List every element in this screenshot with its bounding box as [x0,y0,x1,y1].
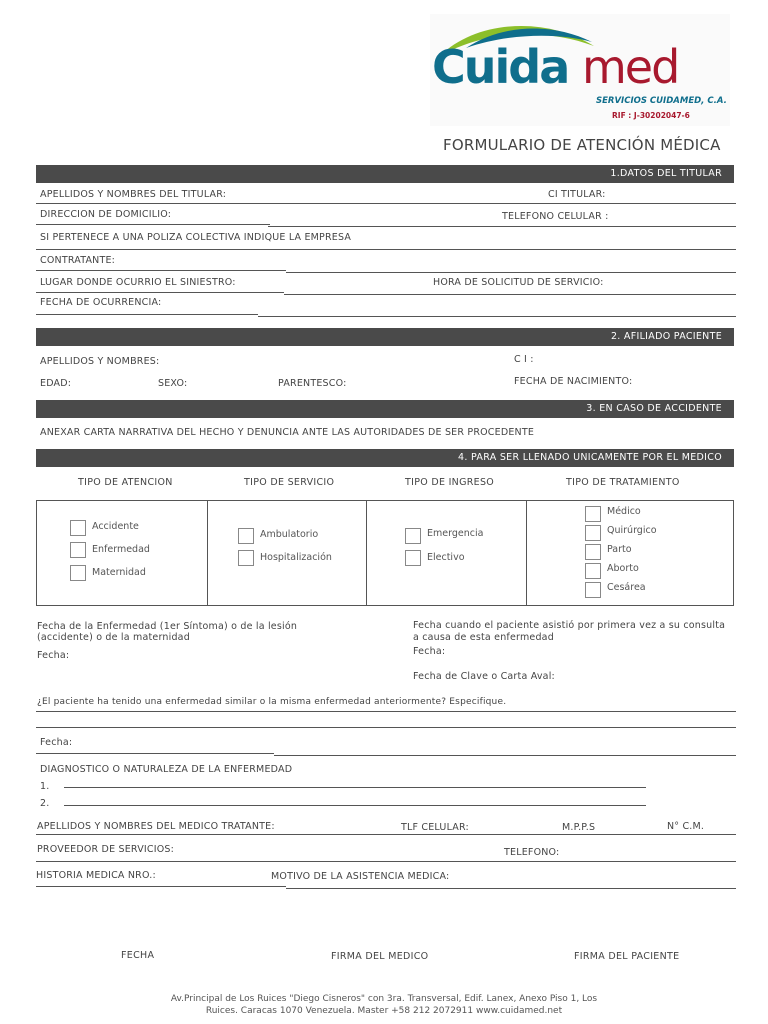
checkbox-medico[interactable] [585,506,601,522]
titular-ci-label: CI TITULAR: [548,189,606,200]
titular-name-label: APELLIDOS Y NOMBRES DEL TITULAR: [40,189,227,200]
option-emergencia: Emergencia [427,528,484,539]
section3-header: 3. EN CASO DE ACCIDENTE [36,400,734,418]
patient-sex-label: SEXO: [158,378,188,389]
checkbox-emergencia[interactable] [405,528,421,544]
visit-reason-label: MOTIVO DE LA ASISTENCIA MEDICA: [271,871,450,882]
checkbox-ambulatorio[interactable] [238,528,254,544]
patient-ci-label: C I : [514,354,534,365]
col-tipo-servicio: TIPO DE SERVICIO [244,477,335,488]
col-tipo-tratamiento: TIPO DE TRATAMIENTO [566,477,680,488]
logo-brand-part2: med [582,40,679,94]
footer-line-1: Av.Principal de Los Ruices "Diego Cisneros" con 3ra. Transversal, Edif. Lanex, Anexo Piso 1, Los [170,994,598,1004]
provider-label: PROVEEDOR DE SERVICIOS: [37,844,175,855]
option-accidente: Accidente [92,521,139,532]
table-divider-3 [526,500,527,606]
phone-label: TELEFONO CELULAR : [502,211,609,222]
policy-label: SI PERTENECE A UNA POLIZA COLECTIVA INDIQUE LA EMPRESA [40,232,352,243]
option-aborto: Aborto [607,563,639,574]
diagnosis-item-2: 2. [40,798,50,809]
section1-header: 1.DATOS DEL TITULAR [36,165,734,183]
table-top-line [36,500,734,501]
request-time-line[interactable] [284,294,736,295]
checkbox-maternidad[interactable] [70,565,86,581]
diagnosis-line-1[interactable] [64,787,646,788]
similar-illness-question: ¿El paciente ha tenido una enfermedad similar o la misma enfermedad anteriormente? Especifique. [37,697,507,707]
logo-brand-part1: Cuida [432,40,569,94]
occurrence-date-line-right[interactable] [258,316,736,317]
patient-relationship-label: PARENTESCO: [278,378,347,389]
checkbox-cesarea[interactable] [585,582,601,598]
policy-line[interactable] [36,249,736,250]
doctor-line[interactable] [36,834,736,835]
checkbox-enfermedad[interactable] [70,542,86,558]
illness-date-label: Fecha: [37,650,70,661]
logo [430,14,730,126]
footer-address [0,993,768,1017]
diagnosis-item-1: 1. [40,781,50,792]
first-visit-date-label: Fecha: [413,646,446,657]
titular-name-line[interactable] [36,203,736,204]
occurrence-date-label: FECHA DE OCURRENCIA: [40,297,162,308]
option-electivo: Electivo [427,552,465,563]
accident-note: ANEXAR CARTA NARRATIVA DEL HECHO Y DENUNCIA ANTE LAS AUTORIDADES DE SER PROCEDENTE [40,427,535,438]
similar-date-line-left[interactable] [36,753,274,754]
section2-header: 2. AFILIADO PACIENTE [36,328,734,346]
checkbox-quirurgico[interactable] [585,525,601,541]
provider-phone-label: TELEFONO: [504,847,560,858]
similar-illness-line-1[interactable] [36,711,736,712]
signature-patient-label: FIRMA DEL PACIENTE [574,951,680,962]
option-cesarea: Cesárea [607,582,646,593]
request-time-label: HORA DE SOLICITUD DE SERVICIO: [433,277,604,288]
checkbox-aborto[interactable] [585,563,601,579]
option-quirurgico: Quirúrgico [607,525,657,536]
option-medico: Médico [607,506,641,517]
occurrence-date-line-left[interactable] [36,314,258,315]
option-hospitalizacion: Hospitalización [260,552,332,563]
checkbox-electivo[interactable] [405,550,421,566]
table-left-border [36,500,37,606]
similar-illness-line-2[interactable] [36,727,736,728]
option-enfermedad: Enfermedad [92,544,150,555]
doctor-mpps-label: M.P.P.S [562,822,596,833]
medical-record-label: HISTORIA MEDICA NRO.: [36,870,156,881]
table-divider-2 [366,500,367,606]
checkbox-accidente[interactable] [70,520,86,536]
patient-name-label: APELLIDOS Y NOMBRES: [40,356,160,367]
location-label: LUGAR DONDE OCURRIO EL SINIESTRO: [40,277,236,288]
table-divider-1 [207,500,208,606]
address-label: DIRECCION DE DOMICILIO: [40,209,172,220]
clave-date-label: Fecha de Clave o Carta Aval: [413,671,555,682]
checkbox-parto[interactable] [585,544,601,560]
patient-age-label: EDAD: [40,378,72,389]
first-visit-text-2: a causa de esta enfermedad [413,632,554,643]
col-tipo-ingreso: TIPO DE INGRESO [405,477,495,488]
signature-doctor-label: FIRMA DEL MEDICO [331,951,429,962]
table-bottom-line [36,605,734,606]
contratante-label: CONTRATANTE: [40,255,116,266]
diagnosis-line-2[interactable] [64,805,646,806]
signature-date-label: FECHA [121,950,155,961]
logo-company: SERVICIOS CUIDAMED, C.A. [596,96,727,106]
diagnosis-title: DIAGNOSTICO O NATURALEZA DE LA ENFERMEDAD [40,764,293,775]
logo-rif: RIF : J-30202047-6 [612,111,690,120]
checkbox-hospitalizacion[interactable] [238,550,254,566]
similar-illness-date-label: Fecha: [40,737,73,748]
doctor-cm-label: N° C.M. [667,821,705,832]
form-title: FORMULARIO DE ATENCIÓN MÉDICA [443,136,721,154]
provider-line[interactable] [36,861,736,862]
option-ambulatorio: Ambulatorio [260,529,319,540]
record-line[interactable] [36,886,286,887]
contratante-line-right[interactable] [286,272,736,273]
section4-header: 4. PARA SER LLENADO UNICAMENTE POR EL MEDICO [36,449,734,467]
doctor-phone-label: TLF CELULAR: [401,822,469,833]
similar-date-line-right[interactable] [274,755,736,756]
table-right-border [733,500,734,606]
illness-date-text-2: (accidente) o de la maternidad [37,632,190,643]
reason-line[interactable] [286,888,736,889]
address-line[interactable] [36,224,270,225]
patient-birthdate-label: FECHA DE NACIMIENTO: [514,376,633,387]
footer-line-2: Ruices. Caracas 1070 Venezuela. Master +58 212 2072911 www.cuidamed.net [205,1006,563,1016]
col-tipo-atencion: TIPO DE ATENCION [78,477,173,488]
phone-line[interactable] [268,226,736,227]
illness-date-text-1: Fecha de la Enfermedad (1er Síntoma) o de la lesión [37,621,298,632]
option-maternidad: Maternidad [92,567,146,578]
option-parto: Parto [607,544,632,555]
location-line[interactable] [36,292,284,293]
first-visit-text-1: Fecha cuando el paciente asistió por primera vez a su consulta [413,620,726,631]
contratante-line-left[interactable] [36,270,286,271]
doctor-name-label: APELLIDOS Y NOMBRES DEL MEDICO TRATANTE: [37,821,275,832]
